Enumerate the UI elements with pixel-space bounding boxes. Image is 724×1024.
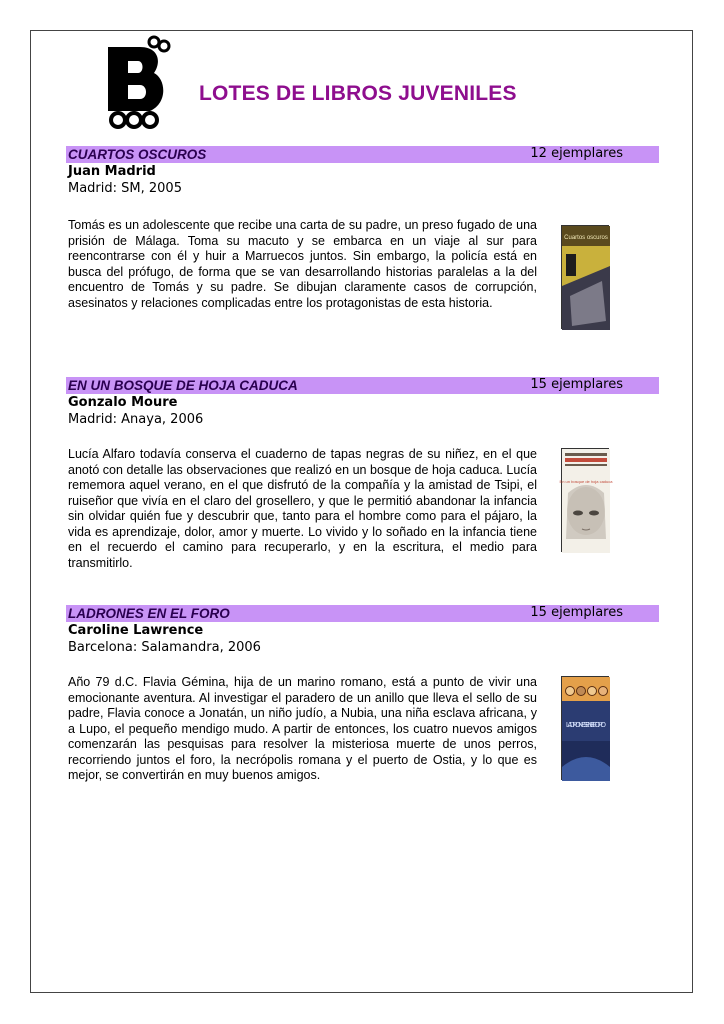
book-title-bar: [66, 605, 661, 622]
book-publisher: Madrid: Anaya, 2006: [68, 412, 204, 427]
book-copies: 15 ejemplares: [530, 605, 623, 620]
book-copies: 12 ejemplares: [530, 146, 623, 161]
book-title-bar: [66, 377, 661, 394]
book-author: Juan Madrid: [68, 164, 156, 179]
book-synopsis: Año 79 d.C. Flavia Gémina, hija de un marino romano, está a punto de vivir una emocionante aventura. Al investigar el paradero de un anillo que lleva el sello de su padre, Flavia conoce a Jonatán, un niño judío, a Nubia, una niña esclava africana, y a Lupo, el pequeño mendigo mudo. A partir de entonces, los cuatro nuevos amigos comenzarán las pesquisas para resolver la misteriosa muerte de unos perros, recorriendo juntos el foro, la necrópolis romana y el puerto de Ostia, y lo que es mejor, se convertirán en muy buenos amigos.: [68, 675, 537, 782]
book-synopsis: Tomás es un adolescente que recibe una carta de su padre, un preso fugado de una prisión de Málaga. Toma su macuto y se embarca en un viaje al sur para reencontrarse con él y huir a Marruecos juntos. Sin embargo, la policía está en busca del prófugo, de forma que se van desarrollando historias paralelas a la del encuentro de Tomás y su padre. Se dibujan claramente casos de corrupción, asesinatos y relaciones complicadas entre los protagonistas de esta historia.: [68, 218, 537, 310]
book-copies: 15 ejemplares: [530, 377, 623, 392]
book-entry: [66, 377, 661, 570]
book-publisher: Barcelona: Salamandra, 2006: [68, 640, 261, 655]
book-publisher: Madrid: SM, 2005: [68, 181, 182, 196]
book-title: LADRONES EN EL FORO: [68, 606, 230, 621]
book-cover-image: [559, 448, 613, 552]
book-entry: [66, 146, 661, 310]
book-author: Gonzalo Moure: [68, 395, 178, 410]
cover-title: En un bosque de hoja caduca: [559, 479, 613, 484]
book-author: Caroline Lawrence: [68, 623, 204, 638]
b-logo-icon: [104, 33, 176, 131]
cover-title: LADRONES EN EL FORO: [566, 722, 606, 729]
book-cover-image: [561, 225, 609, 329]
cover-title: Cuartos oscuros: [564, 235, 608, 241]
book-synopsis: Lucía Alfaro todavía conserva el cuaderno de tapas negras de su niñez, en el que anotó con detalle las observaciones que realizó en un bosque de hoja caduca. Lucía rememora aquel verano, en el que disfrutó de la compañía y la amistad de Tsipi, el ruiseñor que vivía en el claro del grosellero, y que le permitió abandonar la infancia sin olvidar quién fue y descubrir que, tanto para el hombre como para el pájaro, la vida es aprendizaje, dolor, amor y muerte. Lo vivido y lo soñado en la infancia tiene en el recuerdo el camino para recuperarlo, y en la escritura, el medio para transmitirlo.: [68, 447, 537, 570]
book-entry: [66, 605, 661, 782]
book-title-bar: [66, 146, 661, 163]
page-title: LOTES DE LIBROS JUVENILES: [199, 82, 517, 105]
book-title: EN UN BOSQUE DE HOJA CADUCA: [68, 378, 298, 393]
book-title: CUARTOS OSCUROS: [68, 147, 207, 162]
book-cover-image: [561, 676, 609, 780]
